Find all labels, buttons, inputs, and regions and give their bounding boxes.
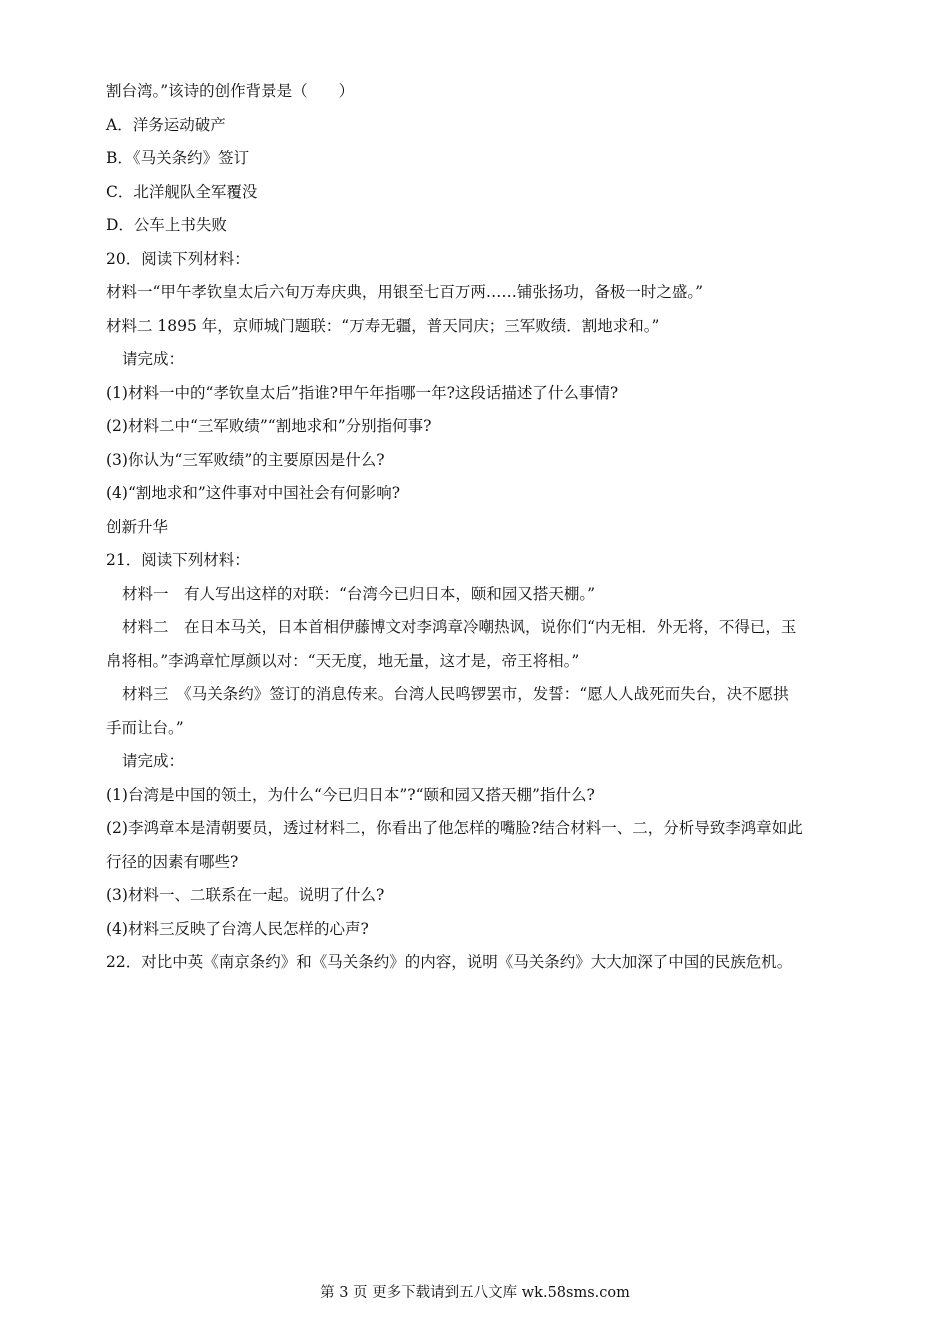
q21-material-2-line-1: 材料二 在日本马关，日本首相伊藤博文对李鸿章冷嘲热讽，说你们“内无相．外无将，不得已，玉 bbox=[122, 618, 797, 636]
q20-prompt: 请完成： bbox=[122, 350, 185, 368]
q19-option-c: C．北洋舰队全军覆没 bbox=[106, 182, 258, 201]
q20-question-4: (4)“割地求和”这件事对中国社会有何影响? bbox=[106, 484, 401, 502]
q19-option-a: A．洋务运动破产 bbox=[106, 115, 226, 134]
q21-question-2-line-1: (2)李鸿章本是清朝要员，透过材料二，你看出了他怎样的嘴脸?结合材料一、二，分析导致李鸿章如此 bbox=[106, 819, 803, 837]
q21-material-3-line-2: 手而让台。” bbox=[106, 718, 184, 737]
q20-question-1: (1)材料一中的“孝钦皇太后”指谁?甲午年指哪一年?这段话描述了什么事情? bbox=[106, 383, 619, 402]
q20-material-1: 材料一“甲午孝钦皇太后六旬万寿庆典，用银至七百万两……铺张扬功，备极一时之盛。” bbox=[106, 283, 704, 301]
q22-text: 22．对比中英《南京条约》和《马关条约》的内容，说明《马关条约》大大加深了中国的民族危机。 bbox=[106, 953, 793, 971]
page-footer: 第 3 页 更多下载请到五八文库 wk.58sms.com bbox=[320, 1285, 630, 1301]
q21-material-3-line-1: 材料三 《马关条约》签订的消息传来。台湾人民鸣锣罢市，发誓：“愿人人战死而失台，决不愿拱 bbox=[122, 685, 789, 703]
section-heading: 创新升华 bbox=[106, 517, 169, 536]
q21-question-4: (4)材料三反映了台湾人民怎样的心声? bbox=[106, 919, 369, 938]
q21-material-2-line-2: 帛将相。”李鸿章忙厚颜以对：“天无度，地无量，这才是，帝王将相。” bbox=[106, 651, 580, 670]
q20-title: 20．阅读下列材料： bbox=[106, 249, 250, 268]
q21-prompt: 请完成： bbox=[122, 752, 185, 770]
q20-question-3: (3)你认为“三军败绩”的主要原因是什么? bbox=[106, 450, 385, 469]
q21-question-1: (1)台湾是中国的领土，为什么“今已归日本”?“颐和园又搭天棚”指什么? bbox=[106, 785, 595, 804]
q21-question-2-line-2: 行径的因素有哪些? bbox=[106, 852, 239, 871]
q21-material-1: 材料一 有人写出这样的对联：“台湾今已归日本，颐和园又搭天棚。” bbox=[122, 584, 596, 603]
page-content bbox=[106, 80, 862, 985]
q20-question-2: (2)材料二中“三军败绩”“割地求和”分别指何事? bbox=[106, 417, 432, 435]
q19-option-d: D．公车上书失败 bbox=[106, 216, 227, 234]
q20-material-2: 材料二 1895 年，京师城门题联：“万寿无疆，普天同庆；三军败绩．割地求和。” bbox=[106, 316, 660, 335]
q19-stem-tail: 割台湾。”该诗的创作背景是（ ） bbox=[106, 82, 355, 100]
q21-question-3: (3)材料一、二联系在一起。说明了什么? bbox=[106, 886, 385, 904]
q19-option-b: B．《马关条约》签订 bbox=[106, 149, 250, 167]
q21-title: 21．阅读下列材料： bbox=[106, 551, 250, 569]
